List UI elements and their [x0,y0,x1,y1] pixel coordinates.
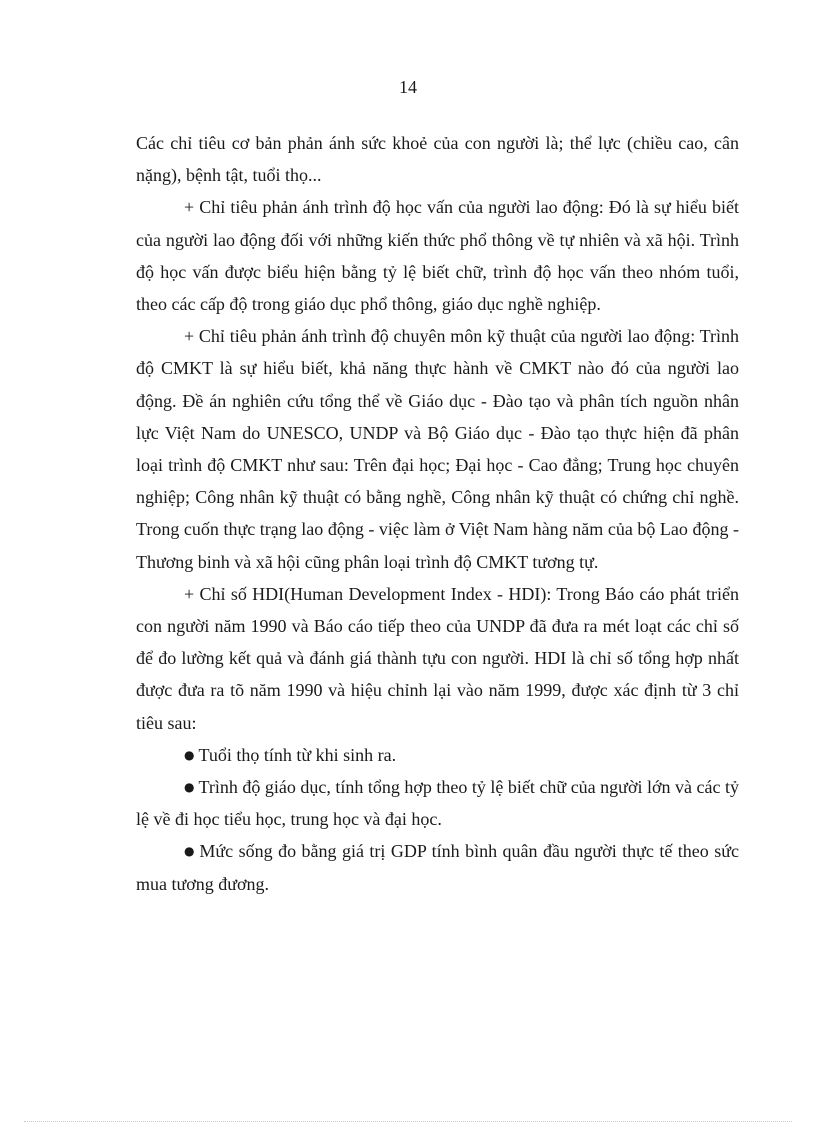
document-body [136,127,739,900]
bullet-item-education [136,771,739,835]
paragraph-health-indicators: Các chỉ tiêu cơ bản phản ánh sức khoẻ của con người là; thể lực (chiều cao, cân nặng), bệnh tật, tuổi thọ... [136,133,739,186]
footer-divider [24,1121,792,1122]
paragraph-hdi-index: + Chỉ số HDI(Human Development Index - HDI): Trong Báo cáo phát triển con người năm 1990 và Báo cáo tiếp theo của UNDP đã đưa ra mét loạt các chỉ số để đo lường kết quả và đánh giá thành tựu con người. HDI là chỉ số tổng hợp nhất được đưa ra tõ năm 1990 và hiệu chỉnh lại vào năm 1999, được xác định từ 3 chỉ tiêu sau: [136,583,739,733]
bullet-text: Mức sống đo bằng giá trị GDP tính bình quân đầu người thực tế theo sức mua tương đương. [136,841,739,894]
bullet-item-life-expectancy [136,739,739,771]
paragraph-technical-qualification: + Chỉ tiêu phản ánh trình độ chuyên môn kỹ thuật của người lao động: Trình độ CMKT là sự hiểu biết, khả năng thực hành về CMKT nào đó của người lao động. Đề án nghiên cứu tổng thể về Giáo dục - Đào tạo và phân tích nguồn nhân lực Việt Nam do UNESCO, UNDP và Bộ Giáo dục - Đào tạo thực hiện đã phân loại trình độ CMKT như sau: Trên đại học; Đại học - Cao đẳng; Trung học chuyên nghiệp; Công nhân kỹ thuật có bằng nghề, Công nhân kỹ thuật có chứng chỉ nghề. Trong cuốn thực trạng lao động - việc làm ở Việt Nam hàng năm của bộ Lao động - Thương binh và xã hội cũng phân loại trình độ CMKT tương tự. [136,326,739,572]
bullet-text: Tuổi thọ tính từ khi sinh ra. [198,744,397,765]
bullet-icon: ● [184,780,195,795]
bullet-text: Trình độ giáo dục, tính tổng hợp theo tỷ lệ biết chữ của người lớn và các tỷ lệ về đi học tiểu học, trung học và đại học. [136,777,739,830]
bullet-icon: ● [184,844,196,859]
bullet-item-living-standard [136,835,739,899]
page-number: 14 [399,77,417,97]
bullet-icon: ● [184,747,195,762]
paragraph-education-level: + Chỉ tiêu phản ánh trình độ học vấn của người lao động: Đó là sự hiểu biết của người lao động đối với những kiến thức phổ thông về tự nhiên và xã hội. Trình độ học vấn được biểu hiện bằng tỷ lệ biết chữ, trình độ học vấn theo nhóm tuổi, theo các cấp độ trong giáo dục phổ thông, giáo dục nghề nghiệp. [136,197,739,315]
